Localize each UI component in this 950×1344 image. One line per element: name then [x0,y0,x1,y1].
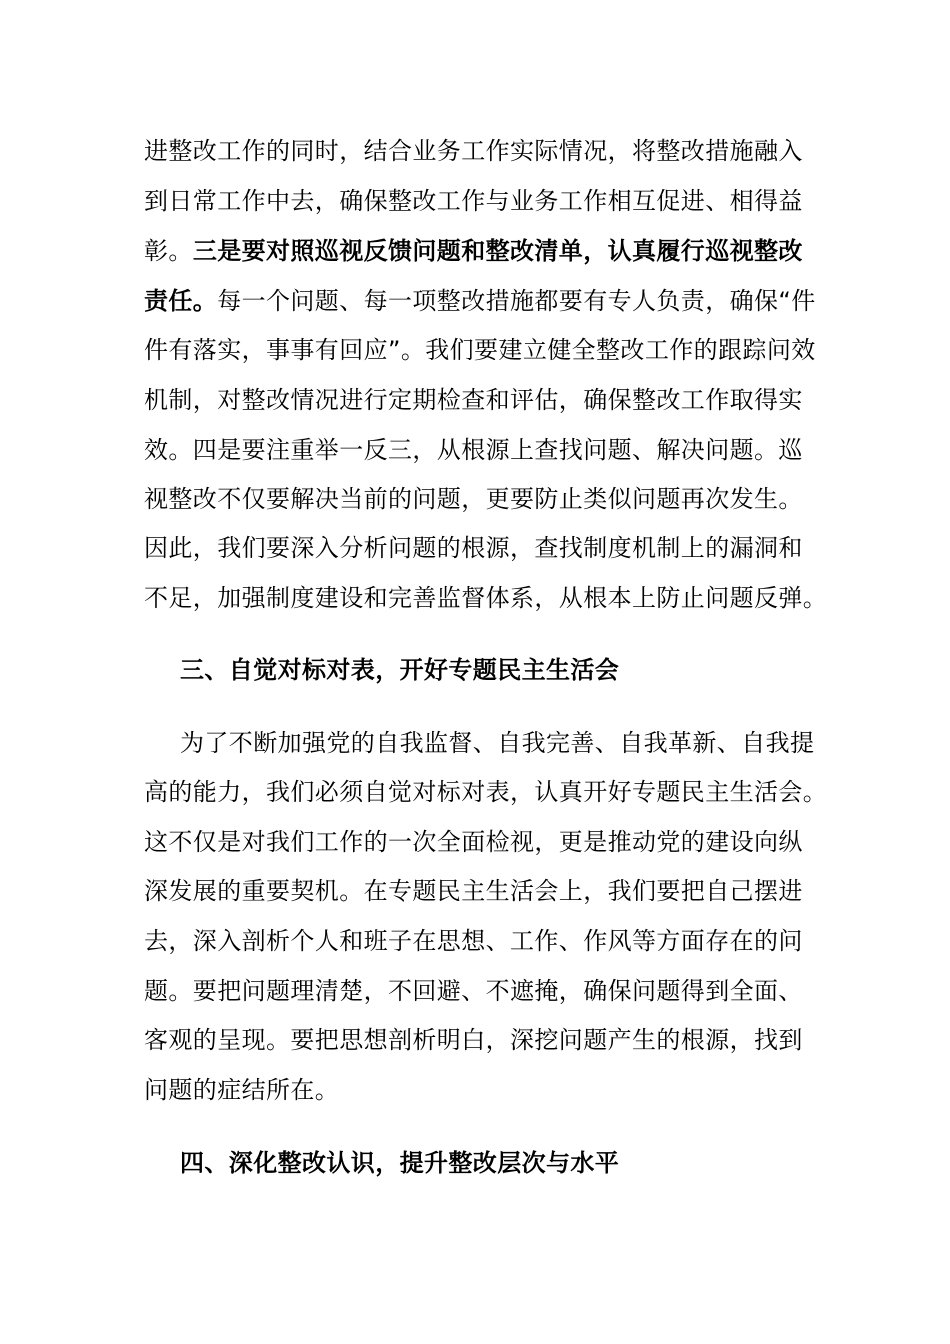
paragraph-line: 到日常工作中去，确保整改工作与业务工作相互促进、相得益 [144,187,803,215]
paragraph-line: 高的能力，我们必须自觉对标对表，认真开好专题民主生活会。 [144,778,828,806]
paragraph-line: 效。四是要注重举一反三，从根源上查找问题、解决问题。巡 [144,436,803,464]
paragraph-line: 件有落实，事事有回应”。我们要建立健全整改工作的跟踪问效 [144,336,816,364]
paragraph-line: 去，深入剖析个人和班子在思想、工作、作风等方面存在的问 [144,927,803,955]
section-heading: 四、深化整改认识，提升整改层次与水平 [180,1149,620,1177]
text-bold: 责任。 [144,287,218,315]
paragraph-line [144,236,803,266]
paragraph-line: 客观的呈现。要把思想剖析明白，深挖问题产生的根源，找到 [144,1026,803,1054]
paragraph-line: 因此，我们要深入分析问题的根源，查找制度机制上的漏洞和 [144,534,803,562]
text-bold: 三是要对照巡视反馈问题和整改清单，认真履行巡视整改 [192,237,803,265]
text-normal: 每一个问题、每一项整改措施都要有专人负责，确保“件 [217,287,816,315]
paragraph-line [144,286,816,316]
paragraph-line: 为了不断加强党的自我监督、自我完善、自我革新、自我提 [180,729,815,757]
paragraph-line: 进整改工作的同时，结合业务工作实际情况，将整改措施融入 [144,137,803,165]
paragraph-line: 问题的症结所在。 [144,1076,340,1104]
paragraph-line: 视整改不仅要解决当前的问题，更要防止类似问题再次发生。 [144,485,803,513]
paragraph-line: 不足，加强制度建设和完善监督体系，从根本上防止问题反弹。 [144,584,828,612]
section-heading: 三、自觉对标对表，开好专题民主生活会 [180,656,620,684]
paragraph-line: 题。要把问题理清楚，不回避、不遮掩，确保问题得到全面、 [144,977,803,1005]
paragraph-line: 机制，对整改情况进行定期检查和评估，确保整改工作取得实 [144,386,803,414]
paragraph-line: 深发展的重要契机。在专题民主生活会上，我们要把自己摆进 [144,877,803,905]
text-normal: 彰。 [144,237,193,265]
paragraph-line: 这不仅是对我们工作的一次全面检视，更是推动党的建设向纵 [144,828,803,856]
